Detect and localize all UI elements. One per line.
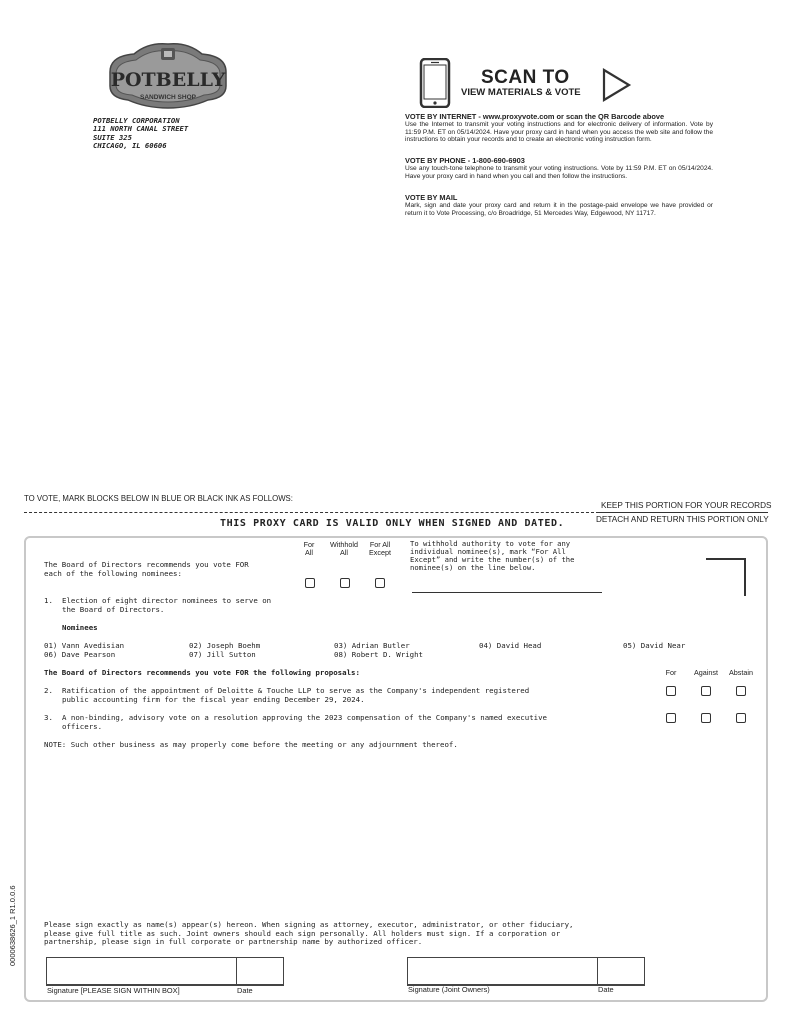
signature-label: Signature [PLEASE SIGN WITHIN BOX] (47, 986, 180, 995)
item-2-number: 2. (44, 686, 53, 695)
item-3-abstain-checkbox[interactable] (736, 713, 746, 723)
col-for-all: For All (303, 540, 315, 558)
date-box[interactable] (236, 957, 284, 986)
item-3-for-checkbox[interactable] (666, 713, 676, 723)
mark-instructions: TO VOTE, MARK BLOCKS BELOW IN BLUE OR BLACK INK AS FOLLOWS: (24, 494, 293, 503)
company-address: POTBELLY CORPORATION 111 NORTH CANAL STREET SUITE 325 CHICAGO, IL 60606 (93, 116, 189, 150)
item-1-text: Election of eight director nominees to serve on the Board of Directors. (62, 596, 272, 614)
withhold-instruction: To withhold authority to vote for any individual nominee(s), mark “For All Except” and write the number(s) of the nominee(s) on the line below. (410, 539, 575, 572)
vote-phone-heading: VOTE BY PHONE - 1-800-690-6903 (405, 156, 525, 165)
for-all-except-checkbox[interactable] (375, 578, 385, 588)
item-2-against-checkbox[interactable] (701, 686, 711, 696)
svg-text:POTBELLY: POTBELLY (110, 69, 226, 91)
for-all-checkbox[interactable] (305, 578, 315, 588)
signing-instructions: Please sign exactly as name(s) appear(s) hereon. When signing as attorney, executor, administrator, or other fiduciary, please give full title as such. Joint owners should each sign personally. All holders must sign. If a corporation or partnership, please sign in full corporate or partnership name by authorized officer. (44, 920, 574, 947)
item-1-number: 1. (44, 596, 53, 605)
joint-signature-label: Signature (Joint Owners) (408, 985, 490, 994)
nominee-01: 01) Vann Avedisian (44, 641, 125, 650)
nominee-04: 04) David Head (479, 641, 542, 650)
other-business-note: NOTE: Such other business as may properly come before the meeting or any adjournment thereof. (44, 740, 458, 749)
col-abstain: Abstain (729, 668, 753, 677)
nominee-05: 05) David Near (623, 641, 686, 650)
valid-only-notice: THIS PROXY CARD IS VALID ONLY WHEN SIGNED AND DATED. (220, 518, 565, 529)
board-recommendation-nominees: The Board of Directors recommends you vote FOR each of the following nominees: (44, 560, 249, 578)
col-for: For (665, 668, 677, 677)
detach-line (24, 512, 594, 513)
vote-mail-text: Mark, sign and date your proxy card and return it in the postage-paid envelope we have provided or return it to Vote Processing, c/o Broadridge, 51 Mercedes Way, Edgewood, NY 11717. (405, 202, 713, 217)
nominee-06: 06) Dave Pearson (44, 650, 116, 659)
joint-date-box[interactable] (597, 957, 645, 986)
nominee-03: 03) Adrian Butler (334, 641, 410, 650)
vote-mail-heading: VOTE BY MAIL (405, 193, 458, 202)
keep-portion-label: KEEP THIS PORTION FOR YOUR RECORDS (601, 501, 772, 510)
svg-text:SANDWICH SHOP: SANDWICH SHOP (140, 94, 196, 101)
col-withhold-all: Withhold All (330, 540, 358, 558)
nominee-07: 07) Jill Sutton (189, 650, 256, 659)
vote-internet-heading: VOTE BY INTERNET - www.proxyvote.com or scan the QR Barcode above (405, 112, 665, 121)
signature-box[interactable] (46, 957, 237, 986)
board-recommendation-proposals: The Board of Directors recommends you vote FOR the following proposals: (44, 668, 360, 677)
nominee-02: 02) Joseph Boehm (189, 641, 261, 650)
withhold-all-checkbox[interactable] (340, 578, 350, 588)
portion-divider (596, 512, 768, 513)
corner-registration-mark (706, 558, 746, 596)
item-3-number: 3. (44, 713, 53, 722)
potbelly-logo (104, 42, 232, 110)
item-2-text: Ratification of the appointment of Deloitte & Touche LLP to serve as the Company's independent registered public accounting firm for the fiscal year ending December 29, 2024. (62, 686, 530, 704)
nominee-08: 08) Robert D. Wright (334, 650, 423, 659)
scan-title: SCAN TO (481, 67, 570, 88)
joint-date-label: Date (598, 985, 614, 994)
date-label: Date (237, 986, 253, 995)
item-2-abstain-checkbox[interactable] (736, 686, 746, 696)
play-arrow-icon (601, 68, 633, 102)
item-2-for-checkbox[interactable] (666, 686, 676, 696)
detach-portion-label: DETACH AND RETURN THIS PORTION ONLY (596, 515, 769, 524)
phone-icon (419, 58, 451, 108)
form-code: 0000638626_1 R1.0.0.6 (8, 885, 17, 966)
nominees-label: Nominees (62, 623, 98, 632)
item-3-against-checkbox[interactable] (701, 713, 711, 723)
vote-internet-text: Use the Internet to transmit your voting instructions and for electronic delivery of information. Vote by 11:59 P.M. ET on 05/14/2024. Have your proxy card in hand when you access the web site and follow the instructions to obtain your records and to create an electronic voting instruction form. (405, 121, 713, 144)
col-for-all-except: For All Except (369, 540, 391, 558)
col-against: Against (694, 668, 718, 677)
item-3-text: A non-binding, advisory vote on a resolution approving the 2023 compensation of the Company's named executive officers. (62, 713, 547, 731)
joint-signature-box[interactable] (407, 957, 598, 986)
vote-phone-text: Use any touch-tone telephone to transmit your voting instructions. Vote by 11:59 P.M. ET on 05/14/2024. Have your proxy card in hand when you call and then follow the instructions. (405, 165, 713, 180)
scan-subtitle: VIEW MATERIALS & VOTE (461, 87, 581, 98)
except-numbers-line[interactable] (412, 592, 602, 593)
